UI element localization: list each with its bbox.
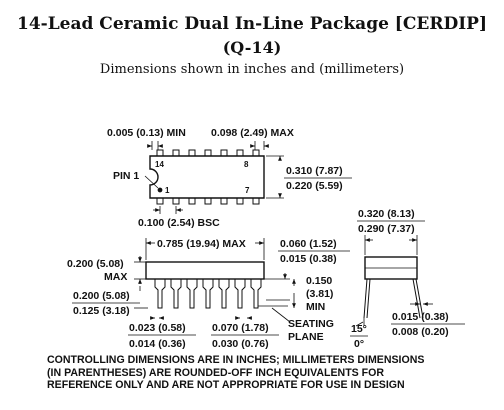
height-max-suffix: MAX xyxy=(104,271,128,283)
end-view-lead-left xyxy=(364,279,370,318)
lead-width-min-label: 0.014 (0.36) xyxy=(129,338,186,350)
side-lead xyxy=(235,279,245,308)
body-width-max-label: 0.310 (7.87) xyxy=(286,165,343,177)
top-pin xyxy=(189,150,195,156)
top-pin xyxy=(205,198,211,204)
lead-thickness-max-label: 0.015 (0.38) xyxy=(392,311,449,323)
package-title: 14-Lead Ceramic Dual In-Line Package [CERDIP] xyxy=(17,14,487,34)
top-view xyxy=(145,141,284,214)
side-lead xyxy=(187,279,197,308)
angle-max-label: 15° xyxy=(351,323,367,335)
side-lead-outline xyxy=(235,279,245,308)
span-min-label: 0.290 (7.37) xyxy=(358,223,415,235)
top-pin xyxy=(221,150,227,156)
top-pin xyxy=(221,198,227,204)
top-pin xyxy=(237,198,243,204)
top-pin xyxy=(173,198,179,204)
lead-length-mm: (3.81) xyxy=(306,288,334,300)
top-pin-row-upper xyxy=(157,150,259,156)
side-lead xyxy=(219,279,229,308)
pin1-marker xyxy=(158,188,162,192)
lead-width-max-label: 0.023 (0.58) xyxy=(129,322,186,334)
controlling-dimensions-note xyxy=(47,354,487,392)
shoulder-max-label: 0.070 (1.78) xyxy=(212,322,269,334)
side-lead xyxy=(203,279,213,308)
side-view-body xyxy=(146,262,264,279)
top-pin-row-lower xyxy=(157,198,259,204)
height-max-label: 0.200 (5.08) xyxy=(67,258,124,270)
lead-gap-min-label: 0.005 (0.13) MIN xyxy=(107,127,186,139)
top-pin xyxy=(189,198,195,204)
top-pin xyxy=(253,150,259,156)
angle-min-label: 0° xyxy=(354,338,365,350)
top-pin xyxy=(237,150,243,156)
standoff-min-label: 0.015 (0.38) xyxy=(280,253,337,265)
package-code: (Q-14) xyxy=(222,38,282,57)
side-view xyxy=(134,238,294,322)
pin1-callout: PIN 1 xyxy=(113,170,140,182)
span-max-label: 0.320 (8.13) xyxy=(358,208,415,220)
dimension-units-subtitle: Dimensions shown in inches and (millimeters) xyxy=(99,62,405,77)
end-offset-max-label: 0.098 (2.49) MAX xyxy=(211,127,294,139)
lead-thickness-min-label: 0.008 (0.20) xyxy=(392,326,449,338)
side-lead xyxy=(171,279,181,308)
body-width-min-label: 0.220 (5.59) xyxy=(286,180,343,192)
side-lead-outline xyxy=(187,279,197,308)
note-line-3: REFERENCE ONLY AND ARE NOT APPROPRIATE FOR USE IN DESIGN xyxy=(47,379,405,392)
seating-height-max-label: 0.200 (5.08) xyxy=(73,290,130,302)
note-line-1: CONTROLLING DIMENSIONS ARE IN INCHES; MILLIMETERS DIMENSIONS xyxy=(47,354,425,366)
pin-8-label: 8 xyxy=(244,160,249,169)
side-lead-outline xyxy=(203,279,213,308)
pin-7-label: 7 xyxy=(245,186,250,195)
top-pin xyxy=(157,150,163,156)
side-lead-outline xyxy=(155,279,165,308)
pin-1-label: 1 xyxy=(165,186,170,195)
top-pin xyxy=(205,150,211,156)
top-pin xyxy=(253,198,259,204)
top-pin xyxy=(157,198,163,204)
seating-plane-label: SEATING xyxy=(288,318,334,330)
seating-height-min-label: 0.125 (3.18) xyxy=(73,305,130,317)
side-lead-outline xyxy=(171,279,181,308)
side-lead-outline xyxy=(219,279,229,308)
seating-plane-label-2: PLANE xyxy=(288,331,324,343)
lead-length-value: 0.150 xyxy=(306,275,333,287)
lead-length-min: MIN xyxy=(306,301,326,313)
note-line-2: (IN PARENTHESES) ARE ROUNDED-OFF INCH EQUIVALENTS FOR xyxy=(47,366,385,379)
top-pin xyxy=(173,150,179,156)
standoff-max-label: 0.060 (1.52) xyxy=(280,238,337,250)
side-lead-row xyxy=(155,279,261,308)
side-lead xyxy=(155,279,165,308)
side-lead xyxy=(251,279,261,308)
pin-14-label: 14 xyxy=(155,160,164,169)
side-lead-outline xyxy=(251,279,261,308)
length-max-label: 0.785 (19.94) MAX xyxy=(157,238,246,250)
shoulder-min-label: 0.030 (0.76) xyxy=(212,338,269,350)
lead-pitch-label: 0.100 (2.54) BSC xyxy=(138,217,220,229)
